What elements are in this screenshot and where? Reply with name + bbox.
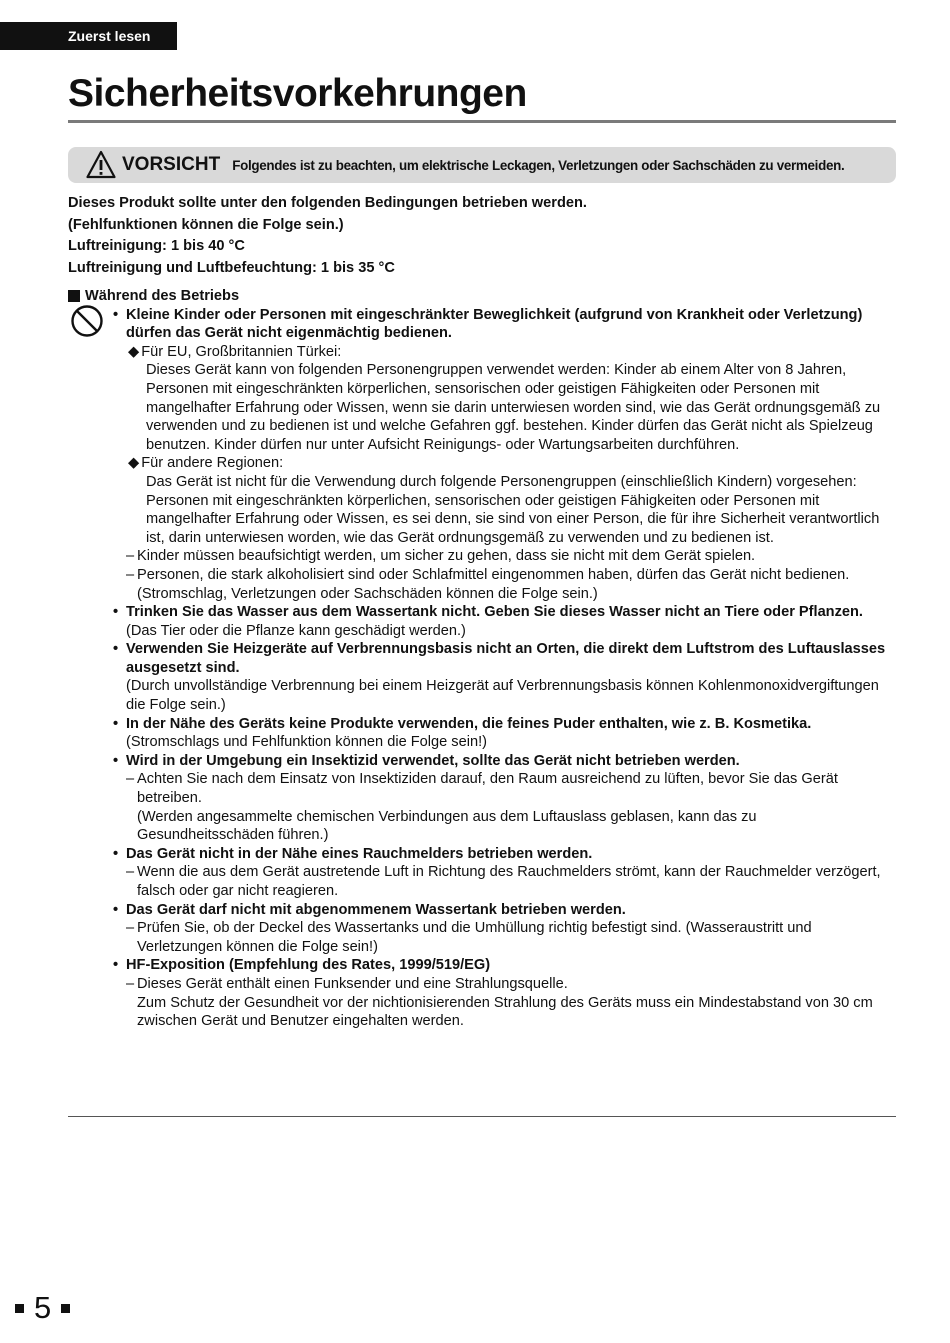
item-heading: • Das Gerät darf nicht mit abgenommenem Wassertank betrieben werden. [126, 901, 626, 918]
region-heading: Für EU, Großbritannien Türkei: [141, 343, 342, 360]
safety-content [68, 193, 896, 1031]
list-item [126, 956, 896, 1030]
list-item [126, 715, 896, 752]
region-text: Dieses Gerät kann von folgenden Personengruppen verwendet werden: Kinder ab einem Alter von 8 Jahren, Personen mit eingeschränkten körperlichen, sensorischen oder geistigen Fähigkeiten oder Personen mit mangelhafter Erfahrung oder Wissen, wenn sie darin unterwiesen worden sind, wie das Gerät ordnungsgemäß zu verwenden und zu bedienen ist und welche Gefahren ggf. bestehen. Kinder dürfen das Gerät nicht als Spielzeug benutzen. Kinder dürfen nur unter Aufsicht Reinigungs- oder Wartungsarbeiten durchführen. [146, 362, 881, 453]
warning-list [68, 306, 896, 1031]
list-item [126, 901, 896, 957]
item-note: (Das Tier oder die Pflanze kann geschädigt werden.) [126, 622, 466, 639]
dash-text: Achten Sie nach dem Einsatz von Insektiziden darauf, den Raum ausreichend zu lüften, bevor Sie das Gerät betreiben. [137, 771, 838, 807]
region-block [128, 454, 896, 547]
page-number [15, 1290, 70, 1326]
region-text: Das Gerät ist nicht für die Verwendung durch folgende Personengruppen (einschließlich Kindern) vorgesehen: Personen mit eingeschränkten körperlichen, sensorischen oder geistigen Fähigkeiten oder Personen mit mangelhafter Erfahrung oder Wissen, es sei denn, sie sind von einer Person, die für ihre Sicherheit verantwortlich ist, darin unterwiesen worden, wie das Gerät ordnungsgemäß zu verwenden und zu bedienen ist. [146, 473, 880, 546]
caution-text: Folgendes ist zu beachten, um elektrische Leckagen, Verletzungen oder Sachschäden zu vermeiden. [232, 157, 845, 173]
dash-text: Kinder müssen beaufsichtigt werden, um sicher zu gehen, dass sie nicht mit dem Gerät spielen. [137, 548, 756, 565]
operating-conditions [68, 193, 896, 279]
prohibition-icon [70, 304, 104, 338]
list-item [126, 845, 896, 901]
section-heading [68, 287, 896, 306]
item-note: (Werden angesammelte chemischen Verbindungen aus dem Luftauslass geblasen, kann das zu Gesundheitsschäden führen.) [137, 808, 757, 844]
item-heading: • Kleine Kinder oder Personen mit eingeschränkter Beweglichkeit (aufgrund von Krankheit oder Verletzung) dürfen das Gerät nicht eigenmächtig bedienen. [126, 306, 863, 342]
caution-label: VORSICHT [122, 154, 221, 175]
item-note: (Stromschlags und Fehlfunktion können die Folge sein!) [126, 734, 487, 751]
title-rule [68, 120, 896, 123]
item-heading: • Das Gerät nicht in der Nähe eines Rauchmelders betrieben werden. [126, 845, 593, 862]
dash-item: – Personen, die stark alkoholisiert sind oder Schlafmittel eingenommen haben, dürfen das Gerät nicht bedienen. [126, 566, 850, 583]
intro-line: Luftreinigung: 1 bis 40 °C [68, 238, 245, 254]
page-number-text: 5 [34, 1290, 52, 1325]
intro-line: Luftreinigung und Luftbefeuchtung: 1 bis 35 °C [68, 259, 395, 276]
list-item [126, 752, 896, 845]
region-heading: Für andere Regionen: [141, 455, 284, 472]
dash-text: Prüfen Sie, ob der Deckel des Wassertanks und die Umhüllung richtig befestigt sind. (Wasseraustritt und Verletzungen können die Folge sein!) [137, 920, 812, 955]
list-item [126, 640, 896, 714]
diamond-bullet-icon: ◆ [128, 455, 140, 472]
item-heading: • Trinken Sie das Wasser aus dem Wassertank nicht. Geben Sie dieses Wasser nicht an Tiere oder Pflanzen. [126, 604, 863, 621]
region-block [128, 343, 896, 455]
section-heading-text: Während des Betriebs [85, 288, 240, 304]
caution-banner [68, 147, 896, 183]
item-note: (Durch unvollständige Verbrennung bei einem Heizgerät auf Verbrennungsbasis können Kohlenmonoxidvergiftungen die Folge sein.) [126, 678, 879, 714]
bottom-rule [68, 1116, 896, 1117]
item-heading: • Wird in der Umgebung ein Insektizid verwendet, sollte das Gerät nicht betrieben werden. [126, 752, 740, 769]
dash-item: – Wenn die aus dem Gerät austretende Luft in Richtung des Rauchmelders strömt, kann der Rauchmelder verzögert, falsch oder gar nicht reagieren. [126, 863, 896, 900]
dash-text: Personen, die stark alkoholisiert sind oder Schlafmittel eingenommen haben, dürfen das Gerät nicht bedienen. [137, 566, 850, 583]
warning-triangle-icon [86, 150, 116, 180]
section-tab: Zuerst lesen [0, 22, 177, 50]
item-heading: • In der Nähe des Geräts keine Produkte verwenden, die feines Puder enthalten, wie z. B. Kosmetika. [126, 715, 812, 732]
square-left-icon [15, 1304, 24, 1313]
item-note: Zum Schutz der Gesundheit vor der nichtionisierenden Strahlung des Geräts muss ein Mindestabstand von 30 cm zwischen Gerät und Benutzer eingehalten werden. [137, 994, 873, 1030]
dash-item: – Dieses Gerät enthält einen Funksender und eine Strahlungsquelle. [126, 975, 568, 992]
dash-item: – Achten Sie nach dem Einsatz von Insektiziden darauf, den Raum ausreichend zu lüften, bevor Sie das Gerät betreiben. [126, 770, 896, 807]
diamond-bullet-icon: ◆ [128, 343, 140, 360]
dash-item: – Prüfen Sie, ob der Deckel des Wassertanks und die Umhüllung richtig befestigt sind. (Wasseraustritt und Verletzungen können die Folge sein!) [126, 919, 896, 956]
list-item [126, 306, 896, 604]
item-note: (Stromschlag, Verletzungen oder Sachschäden können die Folge sein.) [137, 585, 598, 602]
intro-line: (Fehlfunktionen können die Folge sein.) [68, 216, 344, 233]
dash-item: – Kinder müssen beaufsichtigt werden, um sicher zu gehen, dass sie nicht mit dem Gerät spielen. [126, 548, 756, 565]
square-right-icon [61, 1304, 70, 1313]
square-bullet-icon [68, 290, 80, 302]
list-item [126, 603, 896, 640]
item-heading: • HF-Exposition (Empfehlung des Rates, 1999/519/EG) [126, 957, 491, 974]
dash-text: Wenn die aus dem Gerät austretende Luft in Richtung des Rauchmelders strömt, kann der Rauchmelder verzögert, falsch oder gar nicht reagieren. [137, 864, 881, 899]
page-title: Sicherheitsvorkehrungen [68, 72, 527, 115]
dash-text: Dieses Gerät enthält einen Funksender und eine Strahlungsquelle. [137, 975, 568, 992]
intro-line: Dieses Produkt sollte unter den folgenden Bedingungen betrieben werden. [68, 195, 587, 211]
item-heading: • Verwenden Sie Heizgeräte auf Verbrennungsbasis nicht an Orten, die direkt dem Luftstrom des Luftauslasses ausgesetzt sind. [126, 641, 886, 676]
